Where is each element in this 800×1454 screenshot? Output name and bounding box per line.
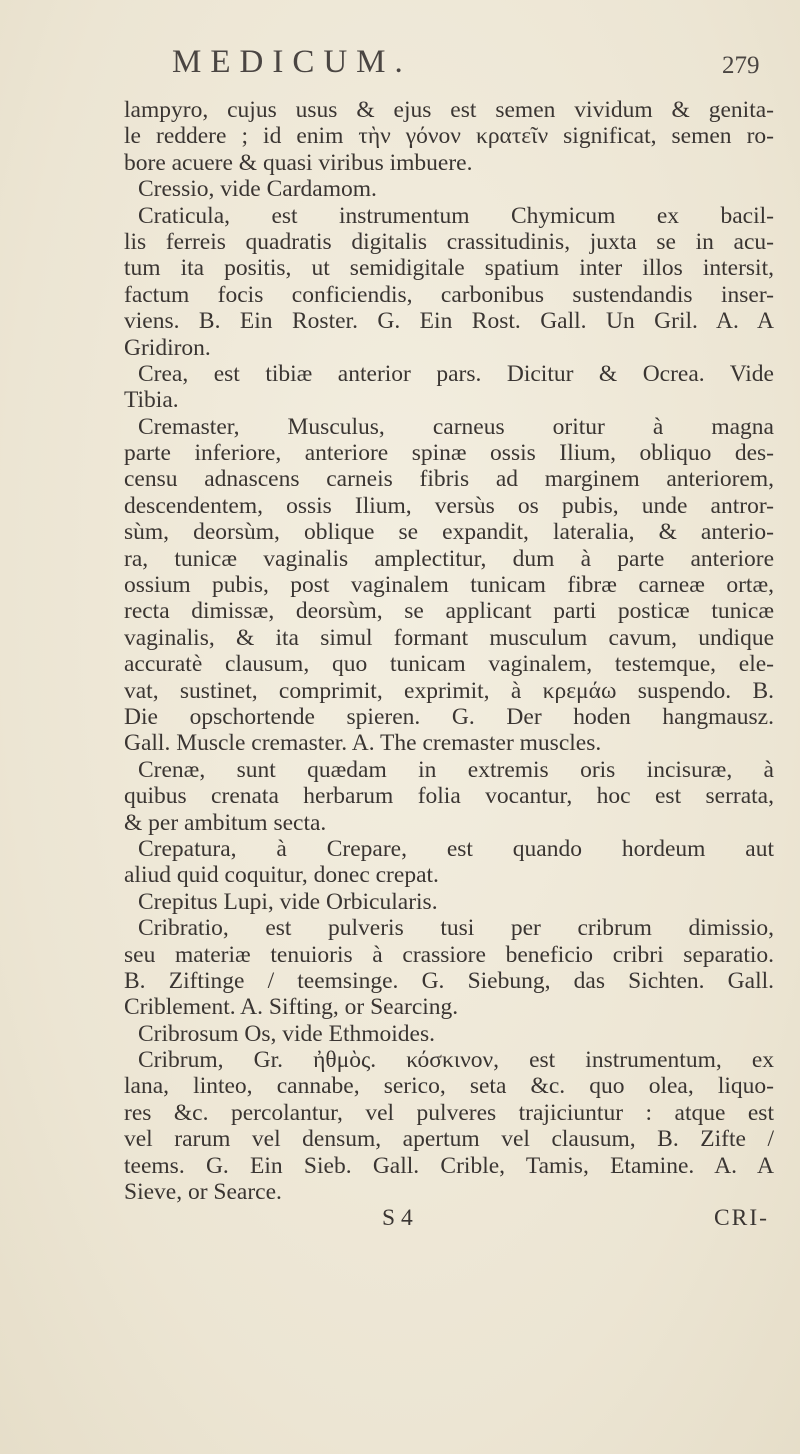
text-line: factum focis conficiendis, carbonibus sustendandis inser- — [124, 281, 774, 308]
text-line: vaginalis, & ita simul formant musculum cavum, undique — [124, 624, 774, 651]
text-line: recta dimissæ, deorsùm, se applicant parti posticæ tunicæ — [124, 598, 774, 625]
page-header — [0, 40, 800, 90]
running-head: MEDICUM. — [172, 44, 412, 80]
text-line: & per ambitum secta. — [124, 809, 327, 836]
text-line: res &c. percolantur, vel pulveres trajiciuntur : atque est — [124, 1099, 774, 1126]
text-line: lis ferreis quadratis digitalis crassitudinis, juxta se in acu- — [124, 228, 774, 255]
page-number: 279 — [722, 52, 760, 79]
text-line: teems. G. Ein Sieb. Gall. Crible, Tamis, Etamine. A. A — [124, 1152, 774, 1179]
text-line: bore acuere & quasi viribus imbuere. — [124, 149, 473, 176]
text-line: Gall. Muscle cremaster. A. The cremaster muscles. — [124, 730, 602, 757]
text-line: censu adnascens carneis fibris ad marginem anteriorem, — [124, 466, 774, 493]
text-line: Cribrum, Gr. ἠθμὸς. κόσκινον, est instrumentum, ex — [138, 1047, 774, 1074]
text-line: Crenæ, sunt quædam in extremis oris incisuræ, à — [138, 756, 774, 783]
text-line: Tibia. — [124, 387, 179, 414]
text-line: Die opschortende spieren. G. Der hoden hangmausz. — [124, 703, 774, 730]
text-line: Cribrosum Os, vide Ethmoides. — [138, 1020, 435, 1047]
text-line: aliud quid coquitur, donec crepat. — [124, 862, 439, 889]
text-line: vel rarum vel densum, apertum vel clausum, B. Zifte / — [124, 1126, 774, 1153]
text-line: Crepatura, à Crepare, est quando hordeum aut — [138, 835, 774, 862]
text-line: lana, linteo, cannabe, serico, seta &c. quo olea, liquo- — [124, 1073, 774, 1100]
text-line: parte inferiore, anteriore spinæ ossis Ilium, obliquo des- — [124, 440, 774, 467]
text-line: Cribratio, est pulveris tusi per cribrum dimissio, — [138, 915, 774, 942]
text-line: Cressio, vide Cardamom. — [138, 176, 377, 203]
text-line: le reddere ; id enim τὴν γόνον κρατεῖν significat, semen ro- — [124, 123, 774, 150]
text-line: quibus crenata herbarum folia vocantur, hoc est serrata, — [124, 783, 774, 810]
text-line: seu materiæ tenuioris à crassiore beneficio cribri separatio. — [124, 941, 774, 968]
text-line: ra, tunicæ vaginalis amplectitur, dum à parte anteriore — [124, 545, 774, 572]
text-line: accuratè clausum, quo tunicam vaginalem, testemque, ele- — [124, 651, 774, 678]
text-line: Gridiron. — [124, 334, 211, 361]
text-line: Sieve, or Searce. — [124, 1179, 282, 1206]
text-line: Crea, est tibiæ anterior pars. Dicitur & Ocrea. Vide — [138, 360, 774, 387]
text-line: Crepitus Lupi, vide Orbicularis. — [138, 888, 438, 915]
text-line: descendentem, ossis Ilium, versùs os pubis, unde antror- — [124, 492, 774, 519]
text-line: Cremaster, Musculus, carneus oritur à magna — [138, 413, 774, 440]
body-text — [124, 97, 774, 1232]
signature-mark: S 4 — [382, 1205, 413, 1232]
text-line: Criblement. A. Sifting, or Searcing. — [124, 994, 459, 1021]
text-line: viens. B. Ein Roster. G. Ein Rost. Gall. Un Gril. A. A — [124, 308, 774, 335]
footer-line — [124, 1205, 774, 1231]
text-line: vat, sustinet, comprimit, exprimit, à κρεμάω suspendo. B. — [124, 677, 774, 704]
text-line: tum ita positis, ut semidigitale spatium inter illos intersit, — [124, 255, 774, 282]
text-line: Craticula, est instrumentum Chymicum ex bacil- — [138, 202, 774, 229]
text-line: B. Ziftinge / teemsinge. G. Siebung, das Sichten. Gall. — [124, 967, 774, 994]
text-line: ossium pubis, post vaginalem tunicam fibræ carneæ ortæ, — [124, 572, 774, 599]
text-line: lampyro, cujus usus & ejus est semen vividum & genita- — [124, 97, 774, 123]
text-line: sùm, deorsùm, oblique se expandit, lateralia, & anterio- — [124, 519, 774, 546]
catchword: CRI- — [714, 1205, 769, 1232]
